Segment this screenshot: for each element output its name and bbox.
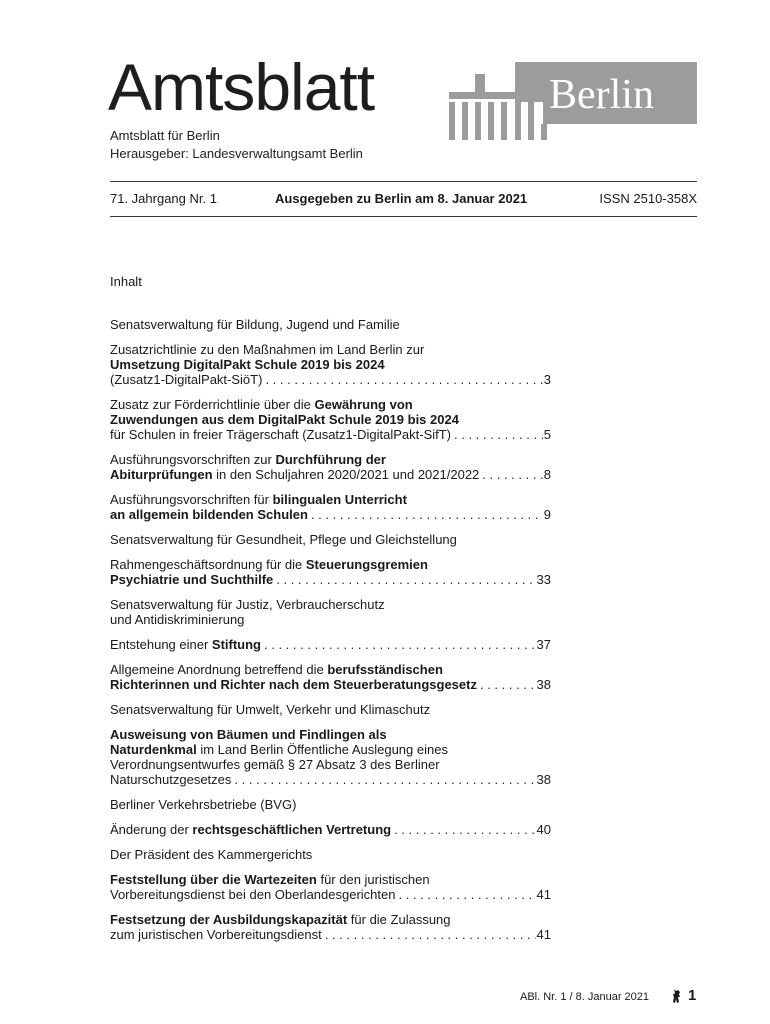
toc-entry[interactable] (110, 872, 551, 902)
toc-entry-line: für die Zulassung (347, 912, 451, 927)
toc-entry-line: (Zusatz1-DigitalPakt-SiöT) (110, 372, 263, 387)
toc-section: Senatsverwaltung für Gesundheit, Pflege und Gleichstellung (110, 532, 457, 547)
toc-entry[interactable] (110, 342, 551, 387)
toc-page-number: 9 (543, 507, 551, 522)
toc-entry-line: Vorbereitungsdienst bei den Oberlandesgerichten (110, 887, 396, 902)
toc-entry-bold: Umsetzung DigitalPakt Schule 2019 bis 2024 (110, 357, 385, 372)
divider (110, 181, 697, 182)
issue-volume: 71. Jahrgang Nr. 1 (110, 191, 217, 206)
toc-page-number: 3 (543, 372, 551, 387)
toc-entry-bold: Stiftung (211, 637, 261, 652)
toc-entry-line: Ausführungsvorschriften für (110, 492, 273, 507)
toc-entry-line: Naturschutzgesetzes (110, 772, 232, 787)
toc-page-number: 41 (536, 927, 551, 942)
leader-dots (398, 887, 535, 902)
page-number: 1 (688, 987, 697, 1004)
leader-dots (482, 467, 542, 482)
toc-page-number: 40 (536, 822, 551, 837)
toc-entry-line: Änderung der (110, 822, 193, 837)
leader-dots (234, 772, 535, 787)
leader-dots (325, 927, 536, 942)
toc-page-number: 5 (543, 427, 551, 442)
toc-entry-line: für den juristischen (316, 872, 430, 887)
berlin-logo (449, 62, 697, 140)
toc-entry-line: im Land Berlin Öffentliche Auslegung eines (196, 742, 448, 757)
toc-page-number: 38 (536, 772, 551, 787)
toc-entry-line: in den Schuljahren 2020/2021 und 2021/2022 (212, 467, 480, 482)
toc-entry-line: für Schulen in freier Trägerschaft (Zusatz1-DigitalPakt-SifT) (110, 427, 452, 442)
toc-section (110, 597, 551, 627)
toc-entry[interactable] (110, 822, 551, 837)
leader-dots (276, 572, 535, 587)
toc-entry[interactable] (110, 912, 551, 942)
toc-page-number: 38 (536, 677, 551, 692)
masthead-subtitle-publication: Amtsblatt für Berlin (110, 128, 220, 143)
toc-entry-bold: Naturdenkmal (110, 742, 197, 757)
berlin-logo-text: Berlin (549, 72, 654, 118)
toc-entry-bold: Feststellung über die Wartezeiten (110, 872, 317, 887)
toc-entry[interactable] (110, 727, 551, 787)
toc-entry-bold: rechtsgeschäftlichen Vertretung (192, 822, 392, 837)
toc-entry-line: Entstehung einer (110, 637, 212, 652)
toc-entry-bold: Psychiatrie und Suchthilfe (110, 572, 274, 587)
issue-issn: ISSN 2510-358X (599, 191, 697, 206)
toc-entry-bold: Ausweisung von Bäumen und Findlingen als (110, 727, 387, 742)
issue-date: Ausgegeben zu Berlin am 8. Januar 2021 (275, 191, 528, 206)
toc-page-number: 37 (536, 637, 551, 652)
masthead-title: Amtsblatt (108, 50, 375, 124)
leader-dots (311, 507, 543, 522)
toc-page-number: 8 (543, 467, 551, 482)
toc-entry-bold: Steuerungsgremien (305, 557, 428, 572)
toc-page-number: 33 (536, 572, 551, 587)
table-of-contents (110, 317, 551, 952)
toc-page-number: 41 (536, 887, 551, 902)
berlin-bear-icon (671, 988, 683, 1004)
toc-entry[interactable] (110, 492, 551, 522)
toc-entry-line: zum juristischen Vorbereitungsdienst (110, 927, 322, 942)
toc-section: Senatsverwaltung für Bildung, Jugend und Familie (110, 317, 400, 332)
toc-entry-bold: Gewährung von (314, 397, 413, 412)
toc-entry-bold: Festsetzung der Ausbildungskapazität (110, 912, 348, 927)
toc-entry-bold: bilingualen Unterricht (272, 492, 407, 507)
toc-entry-bold: Durchführung der (275, 452, 386, 467)
toc-entry-line: Zusatz zur Förderrichtlinie über die (110, 397, 315, 412)
toc-entry[interactable] (110, 397, 551, 442)
footer-issue: ABl. Nr. 1 / 8. Januar 2021 (520, 991, 650, 1003)
toc-entry[interactable] (110, 452, 551, 482)
toc-entry-bold: berufsständischen (327, 662, 443, 677)
toc-entry[interactable] (110, 662, 551, 692)
toc-entry-bold: Zuwendungen aus dem DigitalPakt Schule 2019 bis 2024 (110, 412, 459, 427)
toc-section: Senatsverwaltung für Umwelt, Verkehr und Klimaschutz (110, 702, 431, 717)
toc-entry[interactable] (110, 637, 551, 652)
toc-entry-bold: Abiturprüfungen (110, 467, 213, 482)
leader-dots (454, 427, 543, 442)
leader-dots (480, 677, 536, 692)
divider (110, 216, 697, 217)
toc-section: Der Präsident des Kammergerichts (110, 847, 313, 862)
toc-entry-line: Verordnungsentwurfes gemäß § 27 Absatz 3 des Berliner (110, 757, 440, 772)
toc-section-line: und Antidiskriminierung (110, 612, 245, 627)
toc-section: Berliner Verkehrsbetriebe (BVG) (110, 797, 297, 812)
toc-entry-line: Ausführungsvorschriften zur (110, 452, 276, 467)
contents-heading: Inhalt (110, 274, 142, 289)
leader-dots (264, 637, 536, 652)
masthead-subtitle-publisher: Herausgeber: Landesverwaltungsamt Berlin (110, 146, 363, 161)
toc-entry-line: Allgemeine Anordnung betreffend die (110, 662, 328, 677)
toc-entry-bold: an allgemein bildenden Schulen (110, 507, 308, 522)
toc-entry-bold: Richterinnen und Richter nach dem Steuerberatungsgesetz (110, 677, 477, 692)
leader-dots (265, 372, 542, 387)
toc-entry-line: Zusatzrichtlinie zu den Maßnahmen im Land Berlin zur (110, 342, 425, 357)
toc-entry-line: Rahmengeschäftsordnung für die (110, 557, 306, 572)
toc-section-line: Senatsverwaltung für Justiz, Verbraucherschutz (110, 597, 385, 612)
leader-dots (394, 822, 535, 837)
toc-entry[interactable] (110, 557, 551, 587)
